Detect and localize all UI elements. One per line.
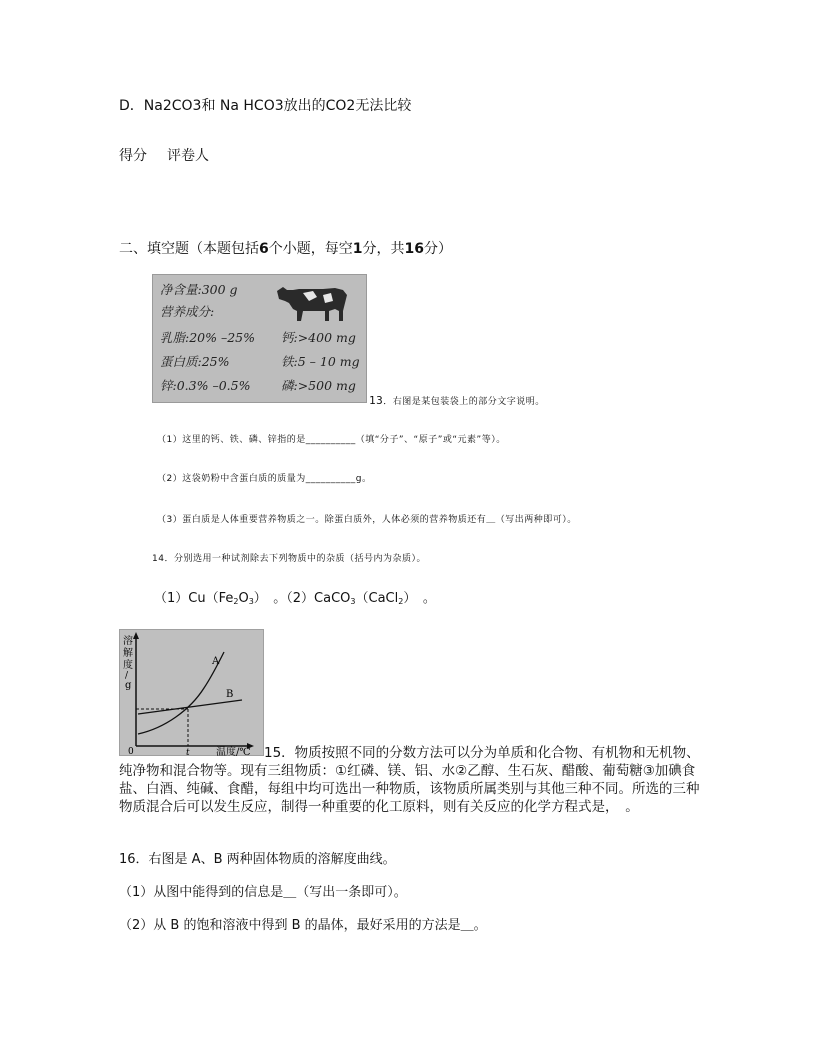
q13-number: 13 (369, 394, 384, 407)
section-title-mid1: 个小题，每空 (268, 241, 353, 257)
y-axis-label-2: 解 (123, 648, 133, 659)
q13-part-2: （2）这袋奶粉中含蛋白质的质量为__________g。 (157, 474, 372, 484)
section-title-count: 6 (259, 241, 269, 257)
label-net-content: 净含量:300 g (160, 282, 238, 297)
t-label: t (186, 748, 190, 757)
q14-text-d: （CaCl (355, 591, 399, 606)
q14-sub-4: 2 (398, 597, 404, 606)
y-axis-label-3: 度 (123, 660, 133, 671)
label-iron: 铁:5 – 10 mg (281, 354, 360, 369)
label-phosphorus: 磷:>500 mg (281, 378, 356, 393)
section-title-total: 16 (404, 241, 424, 257)
origin-label: 0 (128, 747, 134, 757)
q15-text: 15．物质按照不同的分数方法可以分为单质和化合物、有机物和无机物、纯净物和混合物等。现有三组物质：①红磷、镁、铝、水②乙醇、生石灰、醋酸、葡萄糖③加碘食盐、白酒、纯碱、食醋，每组中均可选出一种物质，该物质所属类别与其他三种不同。所选的三种物质混合后可以发生反应，制得一种重要的化工原料，则有关反应的化学方程式是， 。 (119, 745, 700, 815)
x-axis-label: 温度/℃ (216, 747, 251, 757)
q13-stem (369, 395, 545, 408)
q14-sub-2: 3 (248, 597, 254, 606)
curve-a-label: A (212, 656, 220, 667)
section-title-score-each: 1 (352, 241, 363, 257)
curve-b-label: B (226, 689, 234, 700)
score-label: 得分 (119, 148, 147, 164)
option-d: D．Na2CO3和 Na HCO3放出的CO2无法比较 (119, 98, 412, 114)
label-zinc: 锌:0.3% –0.5% (160, 378, 251, 393)
q13-part-1: （1）这里的钙、铁、磷、锌指的是__________（填“分子”、“原子”或“元素”等）。 (157, 435, 506, 445)
q14-sub-3: 3 (350, 597, 356, 606)
q16-stem: 16．右图是 A、B 两种固体物质的溶解度曲线。 (119, 852, 396, 867)
label-calcium: 钙:>400 mg (281, 330, 356, 345)
y-axis-label-4: / (125, 671, 129, 681)
q14-text-b: O (238, 591, 249, 606)
curve-b (138, 700, 242, 714)
section-title-prefix: 二、填空题（本题包括 (119, 241, 259, 257)
section-title-suffix: 分） (423, 241, 452, 257)
y-axis-arrow-icon (133, 632, 139, 639)
q14-text-a: （1）Cu（Fe (154, 591, 234, 606)
grader-label: 评卷人 (167, 148, 209, 164)
solubility-chart-image (119, 629, 264, 756)
y-axis-label-5: g (125, 680, 132, 691)
y-axis-label-1: 溶 (123, 636, 133, 647)
q14-text-c: ） 。（2）CaCO (253, 591, 351, 606)
section-title (119, 240, 452, 258)
q14-text-e: ） 。 (403, 591, 436, 606)
q15-paragraph (119, 744, 709, 816)
section-title-mid2: 分，共 (362, 241, 405, 257)
label-fat: 乳脂:20% –25% (160, 330, 256, 345)
q16-part-2: （2）从 B 的饱和溶液中得到 B 的晶体，最好采用的方法是＿。 (119, 918, 487, 933)
label-protein: 蛋白质:25% (160, 354, 230, 369)
q13-stem-text: ．右图是某包装袋上的部分文字说明。 (383, 397, 545, 407)
product-label-image (152, 274, 367, 403)
label-nutrition: 营养成分: (160, 304, 215, 319)
q14-part-1 (154, 590, 436, 610)
solubility-chart-svg (120, 630, 265, 757)
q14-sub-1: 2 (233, 597, 239, 606)
q16-part-1: （1）从图中能得到的信息是＿（写出一条即可）。 (119, 885, 407, 900)
q13-part-3: （3）蛋白质是人体重要营养物质之一。除蛋白质外，人体必须的营养物质还有＿（写出两种即可）。 (157, 515, 577, 525)
cow-icon (273, 281, 353, 327)
q14-stem: 14．分别选用一种试剂除去下列物质中的杂质（括号内为杂质）。 (152, 554, 426, 564)
